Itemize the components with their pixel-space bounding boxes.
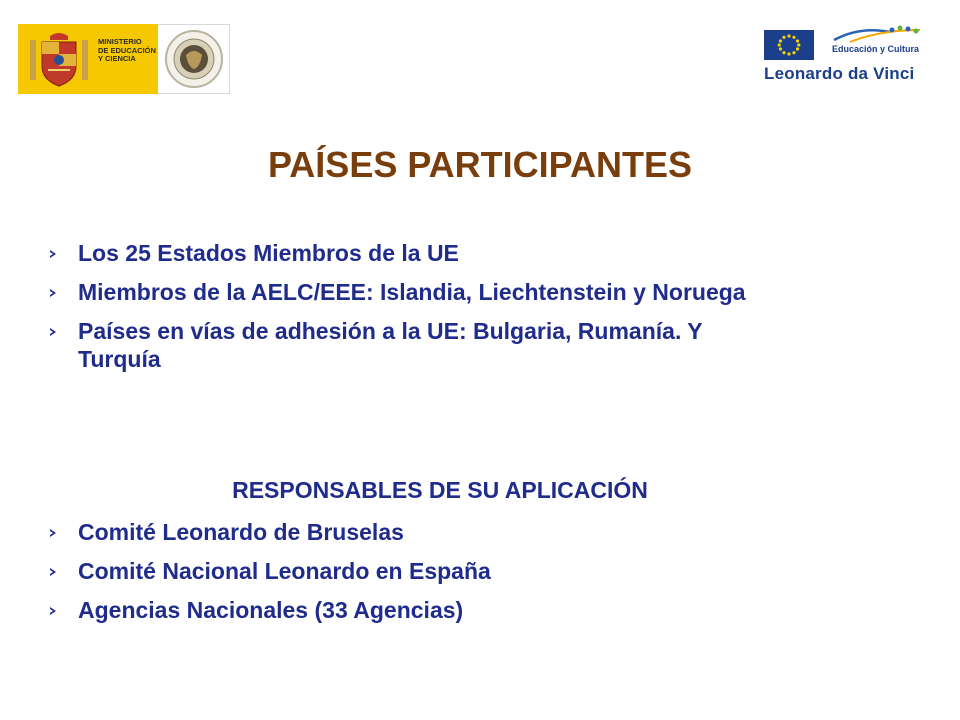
eu-subtitle: Educación y Cultura [832,44,920,54]
responsables-heading: RESPONSABLES DE SU APLICACIÓN [232,477,648,503]
participant-text: Los 25 Estados Miembros de la UE [78,240,459,266]
seal-icon [164,29,224,89]
participant-item [48,278,768,306]
agency-seal [158,24,230,94]
responsable-item [48,557,768,585]
responsable-item [48,518,768,546]
arrow-bullet-icon [50,328,56,336]
responsables-list [48,518,768,635]
arrow-bullet-icon [50,607,56,615]
ministerio-line2: DE EDUCACIÓN [98,45,156,55]
arrow-bullet-icon [50,289,56,297]
program-name: Leonardo da Vinci [764,64,915,83]
leonardo-arrows-icon [830,24,930,44]
ministerio-logo [18,24,158,94]
responsable-text: Agencias Nacionales (33 Agencias) [78,597,464,623]
spain-coat-of-arms-icon [28,30,90,88]
ministerio-line3: Y CIENCIA [98,54,136,63]
ministerio-line1: MINISTERIO [98,37,142,46]
responsable-item [48,596,768,624]
arrow-bullet-icon [50,568,56,576]
participants-list [48,239,768,384]
slide-title: PAÍSES PARTICIPANTES [267,144,693,185]
responsable-text: Comité Nacional Leonardo en España [78,558,491,584]
responsable-text: Comité Leonardo de Bruselas [78,519,404,545]
participant-item [48,317,768,373]
participant-text: Miembros de la AELC/EEE: Islandia, Liechtenstein y Noruega [78,279,746,305]
participant-item [48,239,768,267]
eu-flag-icon [764,30,814,60]
arrow-bullet-icon [50,529,56,537]
ministerio-name [98,38,156,64]
arrow-bullet-icon [50,250,56,258]
participant-text: Países en vías de adhesión a la UE: Bulgaria, Rumanía. Y Turquía [78,318,703,372]
